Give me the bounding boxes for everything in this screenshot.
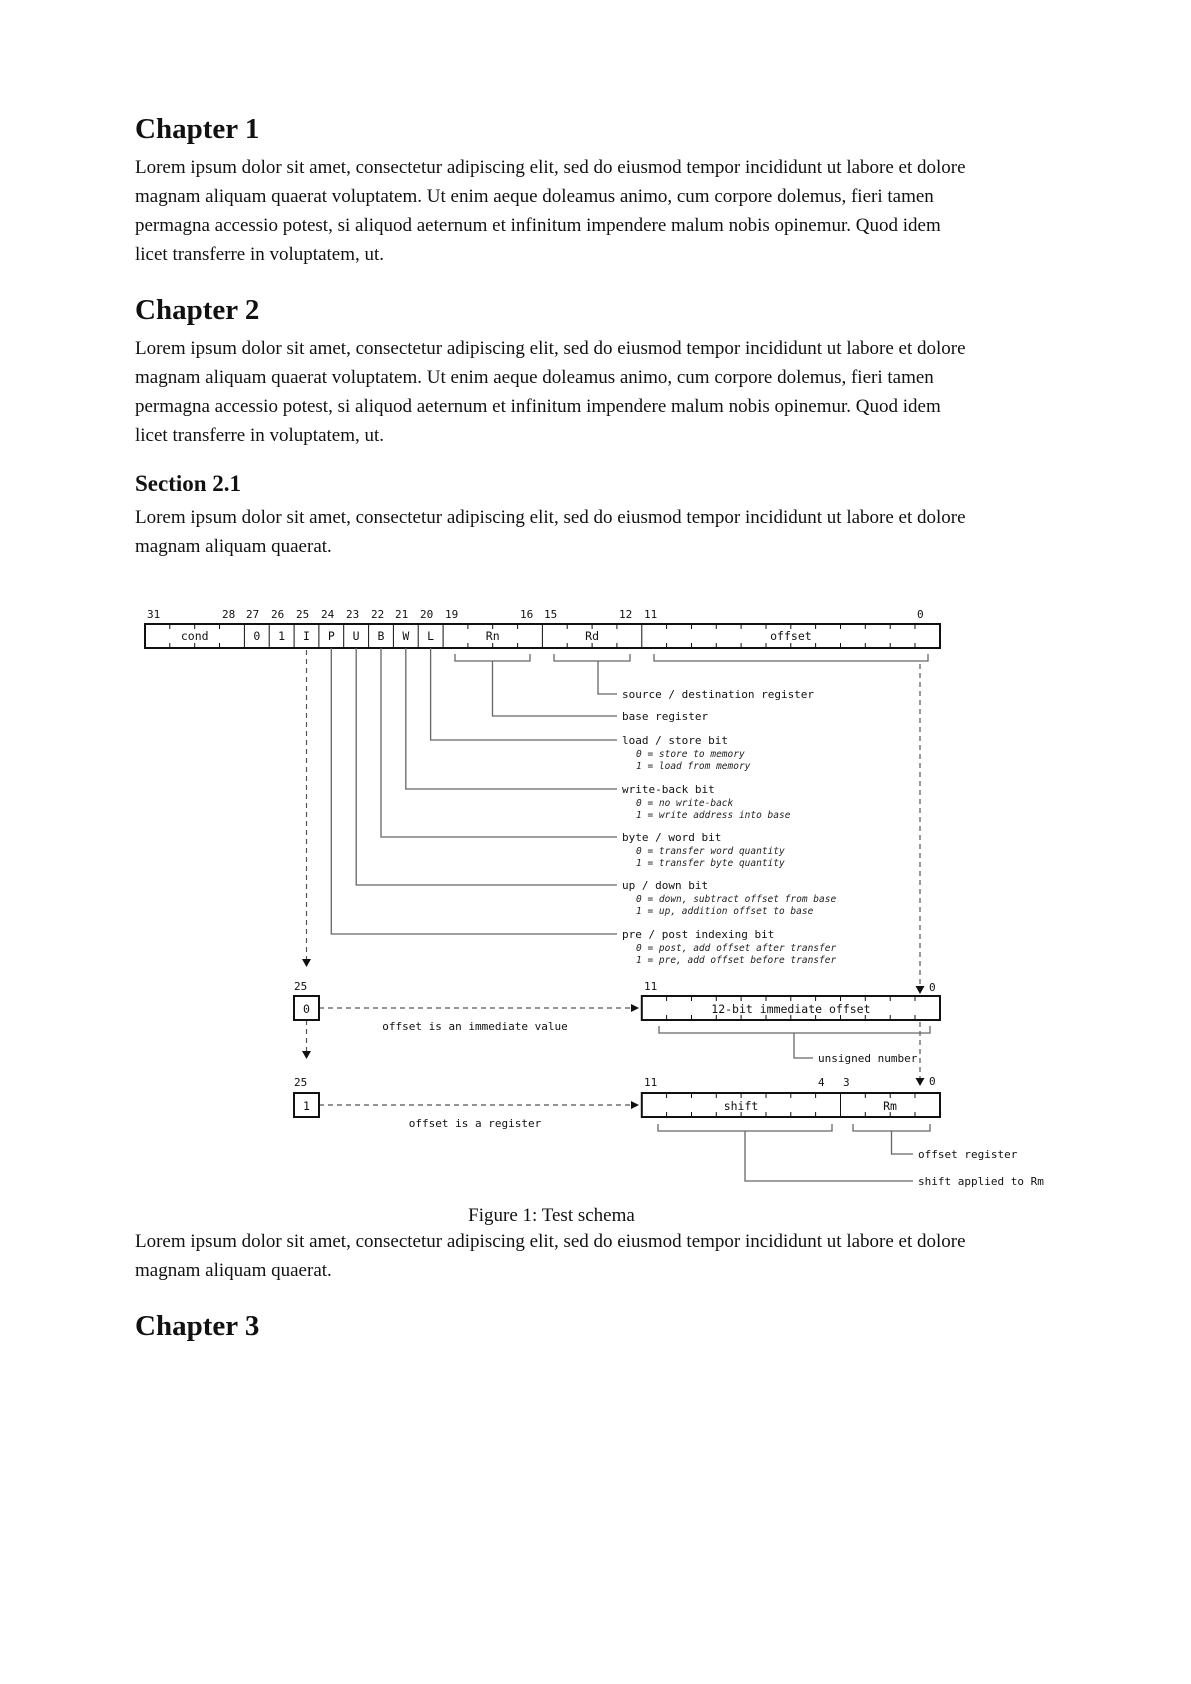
register-offset-row [294,1075,1044,1188]
bit-label: 11 [644,980,658,994]
down-arrow [916,1078,925,1086]
right-arrow [631,1004,639,1012]
label-byte-word-0: 0 = transfer word quantity [636,846,785,858]
label-load-store-0: 0 = store to memory [636,749,745,761]
bit-label: 12 [619,608,633,622]
field-B: B [377,629,385,644]
label-byte-word-1: 1 = transfer byte quantity [636,858,785,870]
field-offset: offset [770,629,812,644]
figure [0,561,1191,1201]
field-W: W [402,629,410,644]
bit-label: 19 [445,608,459,622]
bit-label: 3 [843,1076,850,1090]
label-up-down: up / down bit [622,879,709,893]
section-2-1-heading: Section 2.1 [135,470,242,496]
field-const1: 1 [278,629,286,644]
label-unsigned-number: unsigned number [818,1052,918,1066]
figure-caption: Figure 1: Test schema [468,1205,635,1227]
bit-label: 24 [321,608,335,622]
field-12bit-immediate: 12-bit immediate offset [711,1002,871,1017]
bit-label: 26 [271,608,285,622]
instruction-word-box [145,624,940,648]
bit-label: 20 [420,608,434,622]
bit-label: 0 [929,981,936,995]
down-arrow [302,959,311,967]
register-select-bit: 1 [303,1099,310,1114]
figure-diagram [130,561,1050,1201]
down-arrow [916,986,925,994]
dashed-connectors [302,650,925,1109]
chapter-2-heading: Chapter 2 [135,293,260,326]
label-offset-register: offset register [918,1148,1018,1162]
field-Rn: Rn [485,629,500,644]
bit-label: 25 [294,980,308,994]
instruction-bit-numbers [147,608,924,621]
text-column [135,112,968,561]
bit-label: 0 [917,608,924,622]
immediate-select-bit: 0 [303,1002,310,1017]
label-up-down-0: 0 = down, subtract offset from base [636,894,837,906]
down-arrow [302,1051,311,1059]
bit-label: 15 [544,608,558,622]
label-byte-word: byte / word bit [622,831,722,845]
label-base-register: base register [622,710,709,724]
label-load-store-1: 1 = load from memory [636,761,751,773]
chapter-1-heading: Chapter 1 [135,113,260,145]
bit-label: 11 [644,1076,658,1090]
register-arrow-label: offset is a register [408,1117,542,1131]
section-2-1-paragraph: Lorem ipsum dolor sit amet, consectetur adipiscing elit, sed do eiusmod tempor incididunt ut labore et dolore magnam aliquam quaerat. [135,507,966,558]
field-I: I [303,629,310,644]
label-up-down-1: 1 = up, addition offset to base [636,906,814,918]
callout-labels [622,688,836,966]
label-write-back-0: 0 = no write-back [636,798,734,810]
bit-label: 21 [395,608,409,622]
label-write-back: write-back bit [622,783,715,797]
field-Rm: Rm [883,1099,897,1114]
chapter-3-heading: Chapter 3 [135,1310,260,1343]
after-figure-paragraph: Lorem ipsum dolor sit amet, consectetur adipiscing elit, sed do eiusmod tempor incididunt ut labore et dolore magnam aliquam quaerat. [135,1231,966,1282]
field-L: L [427,629,435,644]
immediate-offset-row [294,980,940,1065]
field-U: U [352,629,360,644]
label-source-dest: source / destination register [622,688,815,702]
immediate-arrow-label: offset is an immediate value [382,1020,568,1034]
field-Rd: Rd [585,629,600,644]
label-pre-post: pre / post indexing bit [622,928,775,942]
label-load-store: load / store bit [622,734,728,748]
bit-label: 25 [294,1076,308,1090]
bit-label: 25 [296,608,310,622]
field-const0: 0 [253,629,261,644]
bit-label: 23 [346,608,360,622]
callout-lines [331,648,617,934]
field-shift: shift [723,1099,759,1114]
bit-label: 31 [147,608,161,622]
bit-label: 22 [371,608,385,622]
bit-label: 27 [246,608,260,622]
bit-label: 0 [929,1075,936,1089]
chapter-1-paragraph: Lorem ipsum dolor sit amet, consectetur adipiscing elit, sed do eiusmod tempor incididunt ut labore et dolore magnam aliquam quaerat voluptatem. Ut enim aeque doleamus animo, cum corpore dolemus, fieri tamen permagna accessio potest, si aliquod aeternum et infinitum impendere malum nobis opinemur. Quod idem licet transferre in voluptatem, ut. [135,156,966,265]
field-cond: cond [180,629,209,644]
bit-label: 16 [520,608,534,622]
bit-label: 11 [644,608,658,622]
label-pre-post-0: 0 = post, add offset after transfer [636,943,837,955]
label-pre-post-1: 1 = pre, add offset before transfer [636,955,837,967]
field-P: P [327,629,335,644]
row1-brackets [455,654,928,661]
bit-label: 4 [818,1076,825,1090]
right-arrow [631,1101,639,1109]
chapter-2-paragraph: Lorem ipsum dolor sit amet, consectetur adipiscing elit, sed do eiusmod tempor incididunt ut labore et dolore magnam aliquam quaerat voluptatem. Ut enim aeque doleamus animo, cum corpore dolemus, fieri tamen permagna accessio potest, si aliquod aeternum et infinitum impendere malum nobis opinemur. Quod idem licet transferre in voluptatem, ut. [135,337,966,446]
label-shift-applied: shift applied to Rm [918,1175,1044,1189]
bit-label: 28 [222,608,236,622]
label-write-back-1: 1 = write address into base [636,810,791,822]
